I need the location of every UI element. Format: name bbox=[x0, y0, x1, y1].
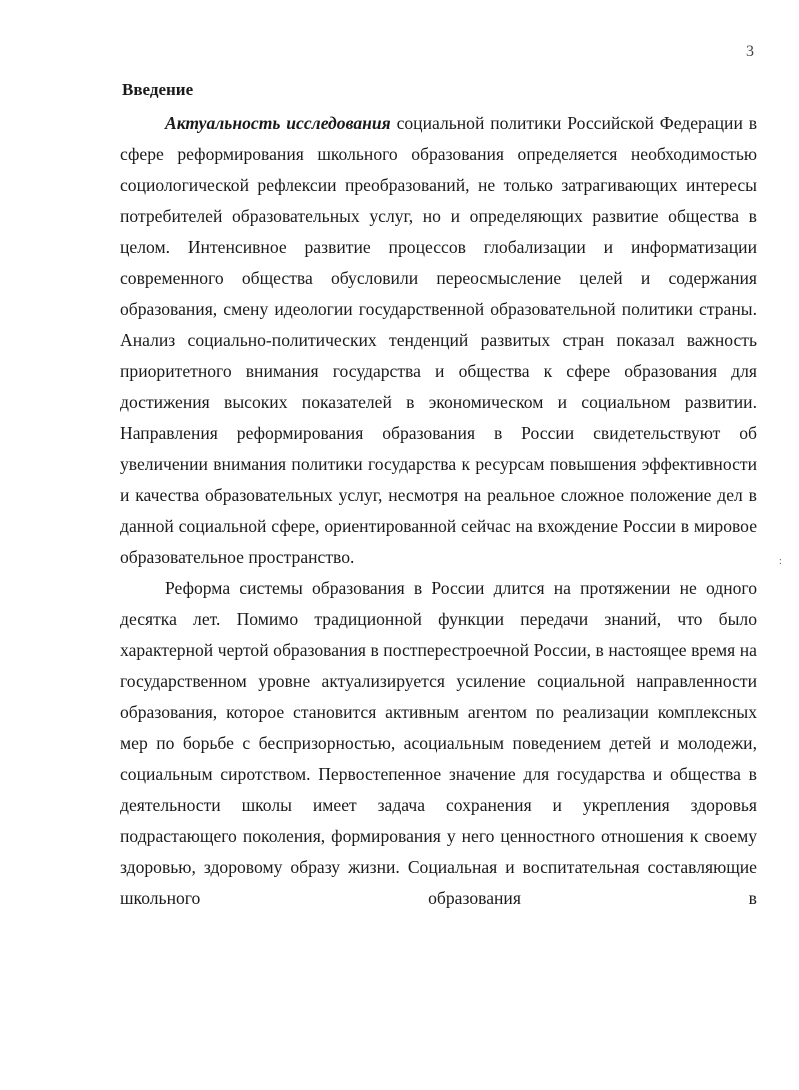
margin-mark: : bbox=[779, 556, 782, 567]
page-number: 3 bbox=[746, 43, 754, 60]
emphasis-phrase: Актуальность исследования bbox=[165, 113, 391, 133]
paragraph-relevance bbox=[120, 108, 757, 573]
paragraph-reform: Реформа системы образования в России длится на протяжении не одного десятка лет. Помимо традиционной функции передачи знаний, что было характерной чертой образования в постперестроечной России, в настоящее время на государственном уровне актуализируется усиление социальной направленности образования, которое становится активным агентом по реализации комплексных мер по борьбе с беспризорностью, асоциальным поведением детей и молодежи, социальным сиротством. Первостепенное значение для государства и общества в деятельности школы имеет задача сохранения и укрепления здоровья подрастающего поколения, формирования у него ценностного отношения к своему здоровью, здоровому образу жизни. Социальная и воспитательная составляющие школьного образования в bbox=[120, 578, 757, 908]
section-heading: Введение bbox=[122, 80, 194, 99]
paragraph-relevance-text: социальной политики Российской Федерации в сфере реформирования школьного образования определяется необходимостью социологической рефлексии преобразований, не только затрагивающих интересы потребителей образовательных услуг, но и определяющих развитие общества в целом. Интенсивное развитие процессов глобализации и информатизации современного общества обусловили переосмысление целей и содержания образования, смену идеологии государственной образовательной политики страны. Анализ социально-политических тенденций развитых стран показал важность приоритетного внимания государства и общества к сфере образования для достижения высоких показателей в экономическом и социальном развитии. Направления реформирования образования в России свидетельствуют об увеличении внимания политики государства к ресурсам повышения эффективности и качества образовательных услуг, несмотря на реальное сложное положение дел в данной социальной сфере, ориентированной сейчас на вхождение России в мировое образовательное пространство. bbox=[120, 113, 758, 567]
body-text bbox=[120, 108, 757, 914]
